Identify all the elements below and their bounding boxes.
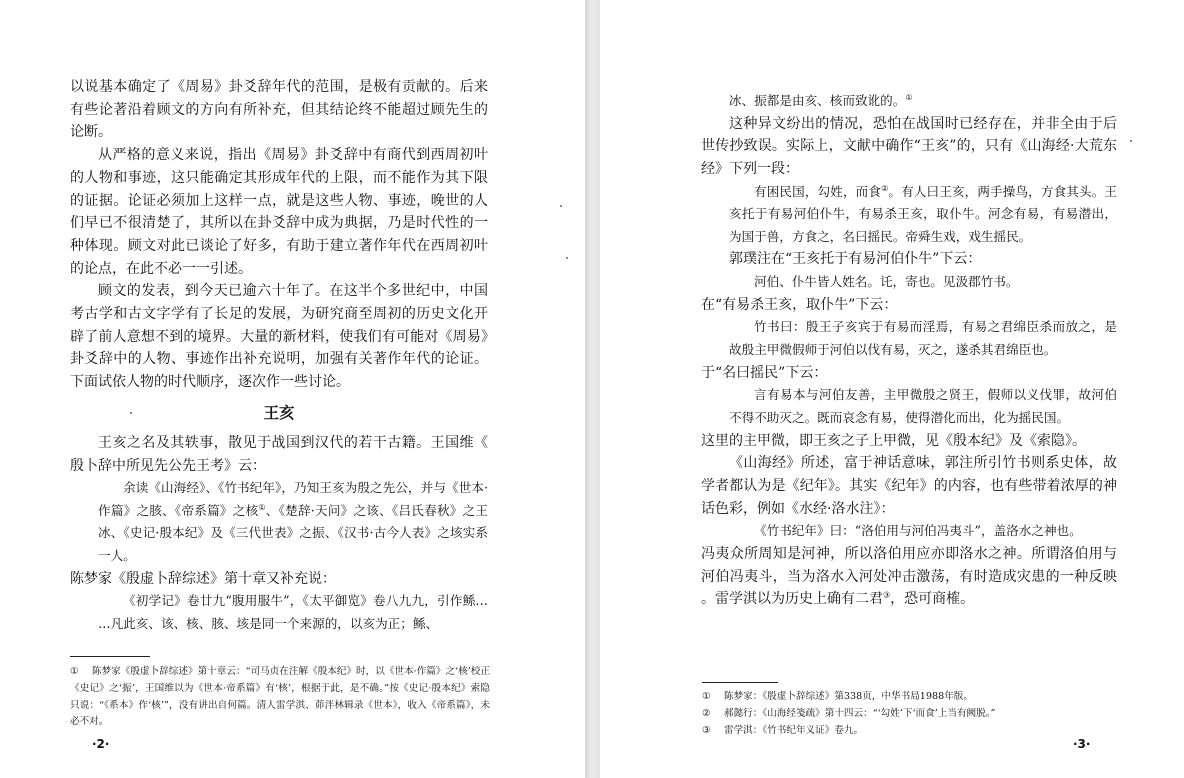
quote-text: 、《楚辞·天问》之该、《吕氏春秋》之王冰、《史记·殷本纪》及《三代世表》之振、《汉书·古今人表》之垓实系一人。 [98, 502, 489, 564]
left-page [0, 0, 585, 778]
paragraph-shanhaijing: 《山海经》所述，富于神话意味，郭注所引竹书则系史体，故学者都认为是《纪年》。其实《纪年》的内容，也有些带着浓厚的神话色彩，例如《水经·洛水注》： [701, 455, 1117, 517]
paragraph-yu: 于“名曰摇民”下云： [701, 364, 828, 381]
quote-wang-guowei [70, 477, 488, 567]
paragraph-wanghai: 王亥之名及其轶事，散见于战国到汉代的若干古籍。王国维《殷卜辞中所见先公先王考》云： [70, 434, 488, 474]
paragraph-3: 顾文的发表，到今天已逾六十年了。在这半个多世纪中，中国考古学和古文字学有了长足的发展，为研究商至周初的历史文化开辟了前人意想不到的境界。大量的新材料，使我们有可能对《周易》卦爻辞中的人物、事迹作出补充说明，加强有关著作年代的论证。下面试依人物的时代顺序，逐次作一些讨论。 [70, 283, 488, 391]
quote-luoshui: 《竹书纪年》曰：“洛伯用与河伯冯夷斗”，盖洛水之神也。 [754, 523, 1082, 539]
left-footnotes [70, 664, 490, 731]
footnote-number: ① [702, 691, 711, 702]
quote-text: 余读《山海经》、《竹书纪年》，乃知王亥为殷之先公，并与《世本·作篇》之胲、《帝系篇》之核 [98, 480, 488, 518]
paragraph-2: 从严格的意义来说，指出《周易》卦爻辞中有商代到西周初叶的人物和事迹，这只能确定其形成年代的上限，而不能作为其下限的证据。论证必须加上这样一点，就是这些人物、事迹，晚世的人们早已不很清楚了，其所以在卦爻辞中成为典据，乃是时代性的一种体现。顾文对此已谈论了好多，有助于建立著作年代在西周初叶的论点，在此不必一一引述。 [70, 147, 488, 277]
footnote-item [70, 664, 490, 731]
paragraph-guopu: 郭璞注在“王亥托于有易河伯仆牛”下云： [729, 251, 982, 268]
scan-speck [130, 412, 132, 414]
quote-zhushu: 竹书曰：殷王子亥宾于有易而淫焉，有易之君绵臣杀而放之，是故殷主甲微假师于河伯以伐有易，灭之，遂杀其君绵臣也。 [729, 319, 1117, 358]
page-number: ·3· [1073, 737, 1091, 751]
footnote-number: ② [702, 707, 711, 719]
section-heading-wanghai: 王亥 [263, 403, 295, 422]
footnote-text: 陈梦家：《殷虚卜辞综述》第338页，中华书局1988年版。 [724, 691, 973, 702]
footnote-number: ① [70, 666, 79, 677]
quote-yan: 言有易本与河伯友善，主甲微殷之贤王，假师以义伐罪，故河伯不得不助灭之。既而哀念有易，使得潜化而出，化为摇民国。 [729, 387, 1117, 425]
paragraph-chen: 陈梦家《殷虚卜辞综述》第十章又补充说： [70, 570, 336, 587]
quote-guopu-note: 河伯、仆牛皆人姓名。讬，寄也。见汲郡竹书。 [754, 274, 1019, 290]
right-footnotes [702, 689, 1122, 739]
footnote-ref-1[interactable]: ① [258, 502, 266, 512]
paragraph-zhujia: 这里的主甲微，即王亥之子上甲微，见《殷本纪》及《索隐》。 [701, 432, 1086, 449]
scan-speck [566, 257, 568, 259]
paragraph-1: 以说基本确定了《周易》卦爻辞年代的范围，是极有贡献的。后来有些论著沿着顾文的方向有所补充，但其结论终不能超过顾先生的论断。 [70, 79, 488, 141]
left-page-body [70, 76, 488, 636]
footnote-divider [70, 656, 150, 657]
paragraph-variant: 这种异文纷出的情况，恐怕在战国时已经存在，并非全由于后世传抄致误。实际上，文献中确作“王亥”的，只有《山海经·大荒东经》下列一段： [701, 115, 1117, 177]
paragraph-zai: 在“有易杀王亥，取仆牛”下云： [701, 296, 898, 313]
footnote-item [702, 689, 1122, 706]
paragraph-fengyi [701, 543, 1117, 611]
footnote-ref-2[interactable]: ② [881, 183, 889, 193]
footnote-text: 陈梦家《殷虚卜辞综述》第十章云：“司马贞在注解《殷本纪》时，以《世本·作篇》之‘核’校正《史记》之‘振’，王国维以为《世本·帝系篇》有‘核’，根据于此，是不确。”按《史记·殷本纪》索隐只说：“《系本》作‘核’”，没有讲出自何篇。清人雷学淇、茆泮林辑录《世本》，收入《帝系篇》，未必不对。 [70, 666, 490, 728]
quote-text: 冰、振都是由亥、核而致讹的。 [729, 93, 906, 108]
footnote-ref-1[interactable]: ① [905, 92, 913, 102]
page-gutter [585, 0, 600, 778]
quote-chen-mengjia: 《初学记》卷廿九“腹用服牛”，《太平御览》卷八九九，引作鲧……凡此亥、该、核、胲、垓是同一个来源的，以亥为正；鲧、 [98, 593, 488, 631]
quote-text: 。有人曰王亥，两手操鸟，方食其头。王亥托于有易河伯仆牛，有易杀王亥，取仆牛。河念有易，有易潜出，为国于兽，方食之，名曰摇民。帝舜生戏，戏生摇民。 [729, 183, 1118, 244]
right-page [600, 0, 1184, 778]
footnote-text: 郝懿行：《山海经笺疏》第十四云：“‘勾姓’下‘而食’上当有阙脱。” [724, 707, 996, 719]
footnote-number: ③ [702, 724, 711, 736]
page-number: ·2· [92, 737, 110, 751]
quote-continued [701, 90, 1117, 113]
paragraph-text: 冯夷众所周知是河神，所以洛伯用应亦即洛水之神。所谓洛伯用与河伯冯夷斗，当为洛水入河处冲击激荡，有时造成灾患的一种反映。雷学淇以为历史上确有二君 [701, 545, 1117, 608]
footnote-ref-3[interactable]: ③ [883, 590, 891, 600]
footnote-item [702, 723, 1122, 740]
footnote-divider [702, 682, 778, 683]
quote-shanhaijing [701, 181, 1117, 249]
paragraph-text: ，恐可商榷。 [890, 591, 975, 608]
footnote-item [702, 706, 1122, 723]
scan-speck [1130, 140, 1132, 142]
right-page-body [701, 90, 1117, 611]
footnote-text: 雷学淇：《竹书纪年义证》卷九。 [724, 724, 864, 736]
scan-speck [560, 205, 562, 207]
quote-text: 有困民国，勾姓，而食 [754, 183, 882, 199]
